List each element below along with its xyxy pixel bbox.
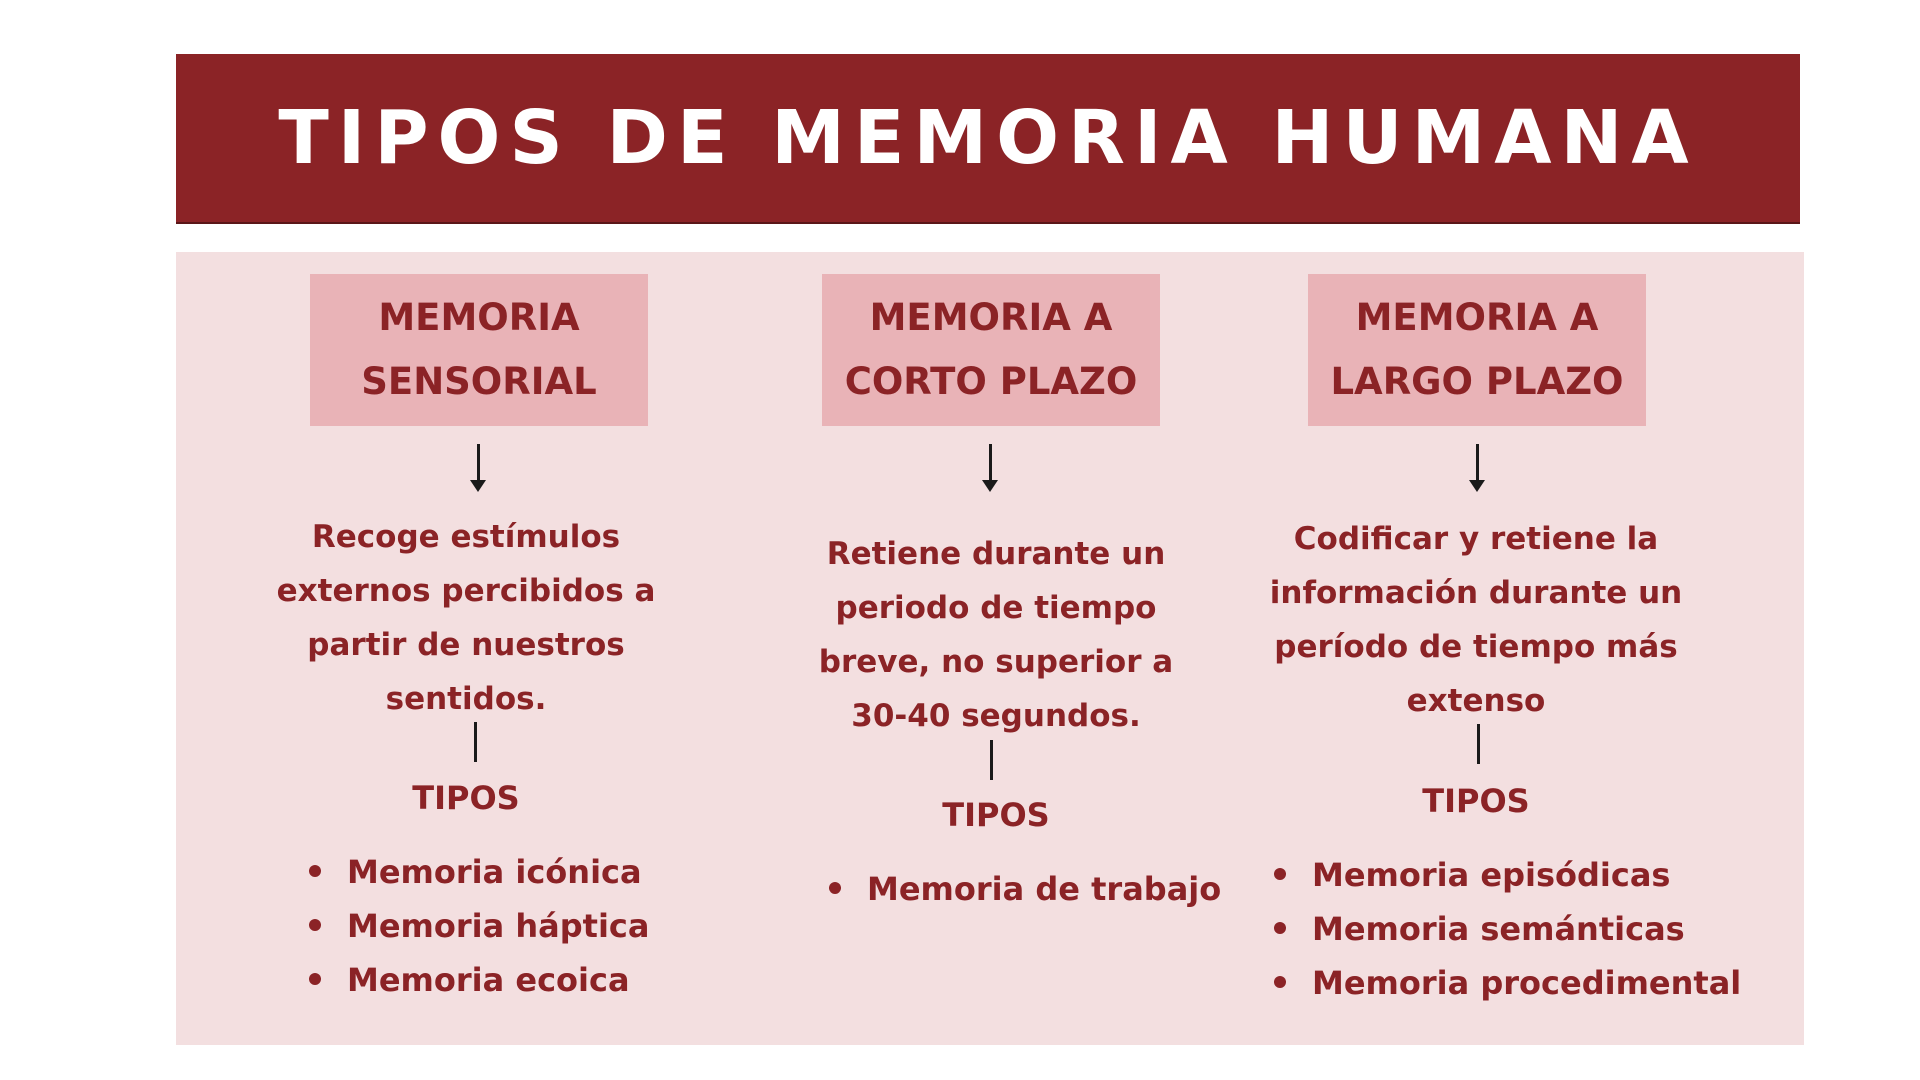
list-item — [1274, 848, 1741, 902]
header-line: MEMORIA A — [869, 296, 1113, 339]
list-item-label: Memoria de trabajo — [867, 870, 1222, 908]
connector-line — [1477, 724, 1480, 764]
description-line: breve, no superior a — [818, 644, 1174, 680]
bullet-icon — [309, 865, 321, 877]
list-item — [309, 845, 649, 899]
connector-line — [990, 740, 993, 780]
description-long-term-memory — [1206, 512, 1746, 728]
description-line: información durante un — [1269, 575, 1683, 611]
list-item — [309, 953, 649, 1007]
column-sensory-memory — [176, 252, 736, 1045]
header-line: MEMORIA A — [1355, 296, 1599, 339]
description-line: periodo de tiempo — [835, 590, 1157, 626]
bullet-icon — [829, 882, 841, 894]
list-item-label: Memoria procedimental — [1312, 964, 1742, 1002]
down-arrow-icon — [989, 444, 992, 482]
list-item-label: Memoria ecoica — [347, 961, 630, 999]
description-line: período de tiempo más — [1274, 629, 1678, 665]
down-arrow-icon — [1476, 444, 1479, 482]
description-line: partir de nuestros — [307, 627, 625, 663]
header-line: MEMORIA — [378, 296, 580, 339]
column-short-term-memory — [736, 252, 1256, 1045]
types-label: TIPOS — [942, 796, 1050, 834]
list-item-label: Memoria semánticas — [1312, 910, 1685, 948]
types-list — [829, 862, 1221, 916]
header-line: CORTO PLAZO — [844, 360, 1138, 403]
description-line: externos percibidos a — [276, 573, 656, 609]
bullet-icon — [1274, 976, 1286, 988]
description-line: sentidos. — [385, 681, 547, 717]
list-item — [309, 899, 649, 953]
title-banner — [176, 54, 1800, 224]
header-line: LARGO PLAZO — [1330, 360, 1624, 403]
list-item-label: Memoria háptica — [347, 907, 650, 945]
header-short-term-memory — [822, 274, 1160, 426]
bullet-icon — [1274, 868, 1286, 880]
column-long-term-memory — [1256, 252, 1804, 1045]
description-line: 30-40 segundos. — [851, 698, 1141, 734]
connector-line — [474, 722, 477, 762]
down-arrow-icon — [477, 444, 480, 482]
types-label: TIPOS — [1422, 782, 1530, 820]
description-line: Retiene durante un — [826, 536, 1166, 572]
bullet-icon — [309, 919, 321, 931]
header-long-term-memory — [1308, 274, 1646, 426]
description-line: extenso — [1406, 683, 1546, 719]
types-label: TIPOS — [412, 779, 520, 817]
types-list — [1274, 848, 1741, 1010]
list-item — [1274, 956, 1741, 1010]
list-item — [1274, 902, 1741, 956]
header-sensory-memory — [310, 274, 648, 426]
description-short-term-memory — [736, 527, 1256, 743]
list-item — [829, 862, 1221, 916]
list-item-label: Memoria icónica — [347, 853, 642, 891]
header-line: SENSORIAL — [361, 360, 597, 403]
types-list — [309, 845, 649, 1007]
description-line: Codificar y retiene la — [1293, 521, 1659, 557]
bullet-icon — [309, 973, 321, 985]
memory-types-panel — [176, 252, 1804, 1045]
page-title: TIPOS DE MEMORIA HUMANA — [278, 95, 1698, 181]
description-line: Recoge estímulos — [311, 519, 621, 555]
bullet-icon — [1274, 922, 1286, 934]
list-item-label: Memoria episódicas — [1312, 856, 1671, 894]
description-sensory-memory — [186, 510, 746, 726]
